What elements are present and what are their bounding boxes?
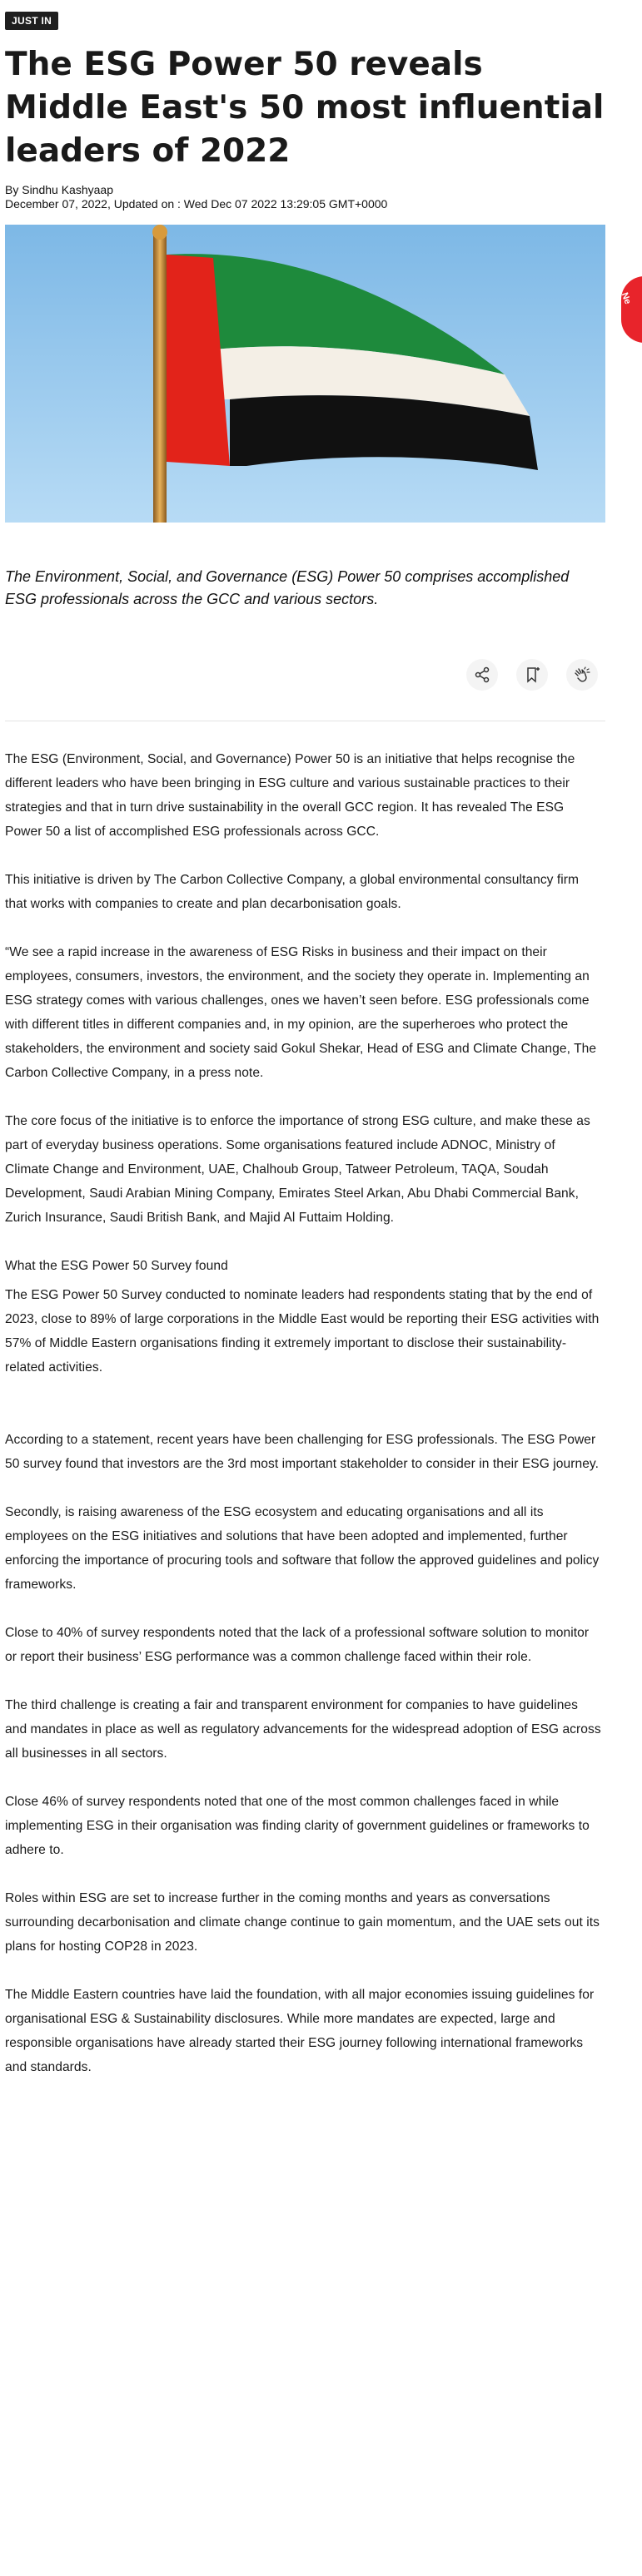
paragraph: The ESG Power 50 Survey conducted to nominate leaders had respondents stating that by the end of 2023, close to 89% of large corporations in the Middle East would be reporting their ESG activities with 57% of Middle Eastern organisations finding it extremely important to disclose their sustainability-related activities.: [5, 1288, 600, 1375]
paragraph: Close to 40% of survey respondents noted that the lack of a professional software solution to monitor or report their business’ ESG performance was a common challenge faced within their role.: [5, 1626, 590, 1664]
paragraph: According to a statement, recent years have been challenging for ESG professionals. The ESG Power 50 survey found that investors are the 3rd most important stakeholder to consider in their ESG journey.: [5, 1433, 600, 1471]
share-button[interactable]: [466, 659, 498, 691]
publish-date: December 07, 2022, Updated on : Wed Dec 07 2022 13:29:05 GMT+0000: [5, 197, 388, 211]
paragraph: Roles within ESG are set to increase further in the coming months and years as conversations surrounding decarbonisation and climate change continue to gain momentum, and the UAE sets out its plans for hosting COP28 in 2023.: [5, 1891, 600, 1954]
paragraph: The Middle Eastern countries have laid the foundation, with all major economies issuing guidelines for organisational ESG & Sustainability disclosures. While more mandates are expected, large and responsible organisations have already started their ESG journey following international frameworks and standards.: [5, 1988, 595, 2074]
paragraph: Secondly, is raising awareness of the ESG ecosystem and educating organisations and all its employees on the ESG initiatives and solutions that have been adopted and implemented, further enforcing the importance of procuring tools and software that follow the approved guidelines and policy frameworks.: [5, 1505, 600, 1592]
article-title: The ESG Power 50 reveals Middle East's 50 most influential leaders of 2022: [5, 46, 605, 170]
clap-icon: [573, 666, 591, 684]
article-body: [5, 747, 603, 2079]
section-subheading: What the ESG Power 50 Survey found: [5, 1259, 228, 1273]
share-icon: [474, 666, 490, 683]
hero-image: [5, 225, 605, 523]
bookmark-button[interactable]: [516, 659, 548, 691]
paragraph: This initiative is driven by The Carbon Collective Company, a global environmental consultancy firm that works with companies to create and plan decarbonisation goals.: [5, 873, 580, 911]
just-in-badge: JUST IN: [5, 12, 58, 30]
paragraph: Close 46% of survey respondents noted that one of the most common challenges faced in while implementing ESG in their organisation was finding clarity of government guidelines or frameworks to adhere to.: [5, 1795, 590, 1857]
bookmark-icon: [524, 666, 540, 683]
uae-flag-image: [5, 225, 605, 523]
byline-block: [5, 183, 387, 211]
paragraph: The ESG (Environment, Social, and Governance) Power 50 is an initiative that helps recognise the different leaders who have been bringing in ESG culture and various sustainable practices to their strategies and that in turn drive sustainability in the overall GCC region. It has revealed The ESG Power 50 a list of accomplished ESG professionals across GCC.: [5, 752, 575, 839]
paragraph: “We see a rapid increase in the awareness of ESG Risks in business and their impact on their employees, consumers, investors, the environment, and the society they operate in. Implementing an ESG strategy comes with various challenges, ones we haven’t seen before. ESG professionals come with different titles in different companies and, in my opinion, are the superheroes who protect the stakeholders, the environment and society said Gokul Shekar, Head of ESG and Climate Change, The Carbon Collective Company, in a press note.: [5, 945, 597, 1080]
paragraph: The core focus of the initiative is to enforce the importance of strong ESG culture, and make these as part of everyday business operations. Some organisations featured include ADNOC, Ministry of Climate Change and Environment, UAE, Chalhoub Group, Tatweer Petroleum, TAQA, Soudah Development, Saudi Arabian Mining Company, Emirates Steel Arkan, Abu Dhabi Commercial Bank, Zurich Insurance, Saudi British Bank, and Majid Al Futtaim Holding.: [5, 1114, 590, 1225]
article-actions: [466, 659, 608, 692]
article-summary: The Environment, Social, and Governance (ESG) Power 50 comprises accomplished ESG professionals across the GCC and various sectors.: [5, 568, 570, 607]
author-link[interactable]: By Sindhu Kashyaap: [5, 183, 113, 196]
clap-button[interactable]: [566, 659, 598, 691]
paragraph: The third challenge is creating a fair and transparent environment for companies to have guidelines and mandates in place as well as regulatory advancements for the widespread adoption of ESG across all businesses in all sectors.: [5, 1698, 601, 1761]
side-news-badge[interactable]: Ne: [621, 276, 642, 343]
